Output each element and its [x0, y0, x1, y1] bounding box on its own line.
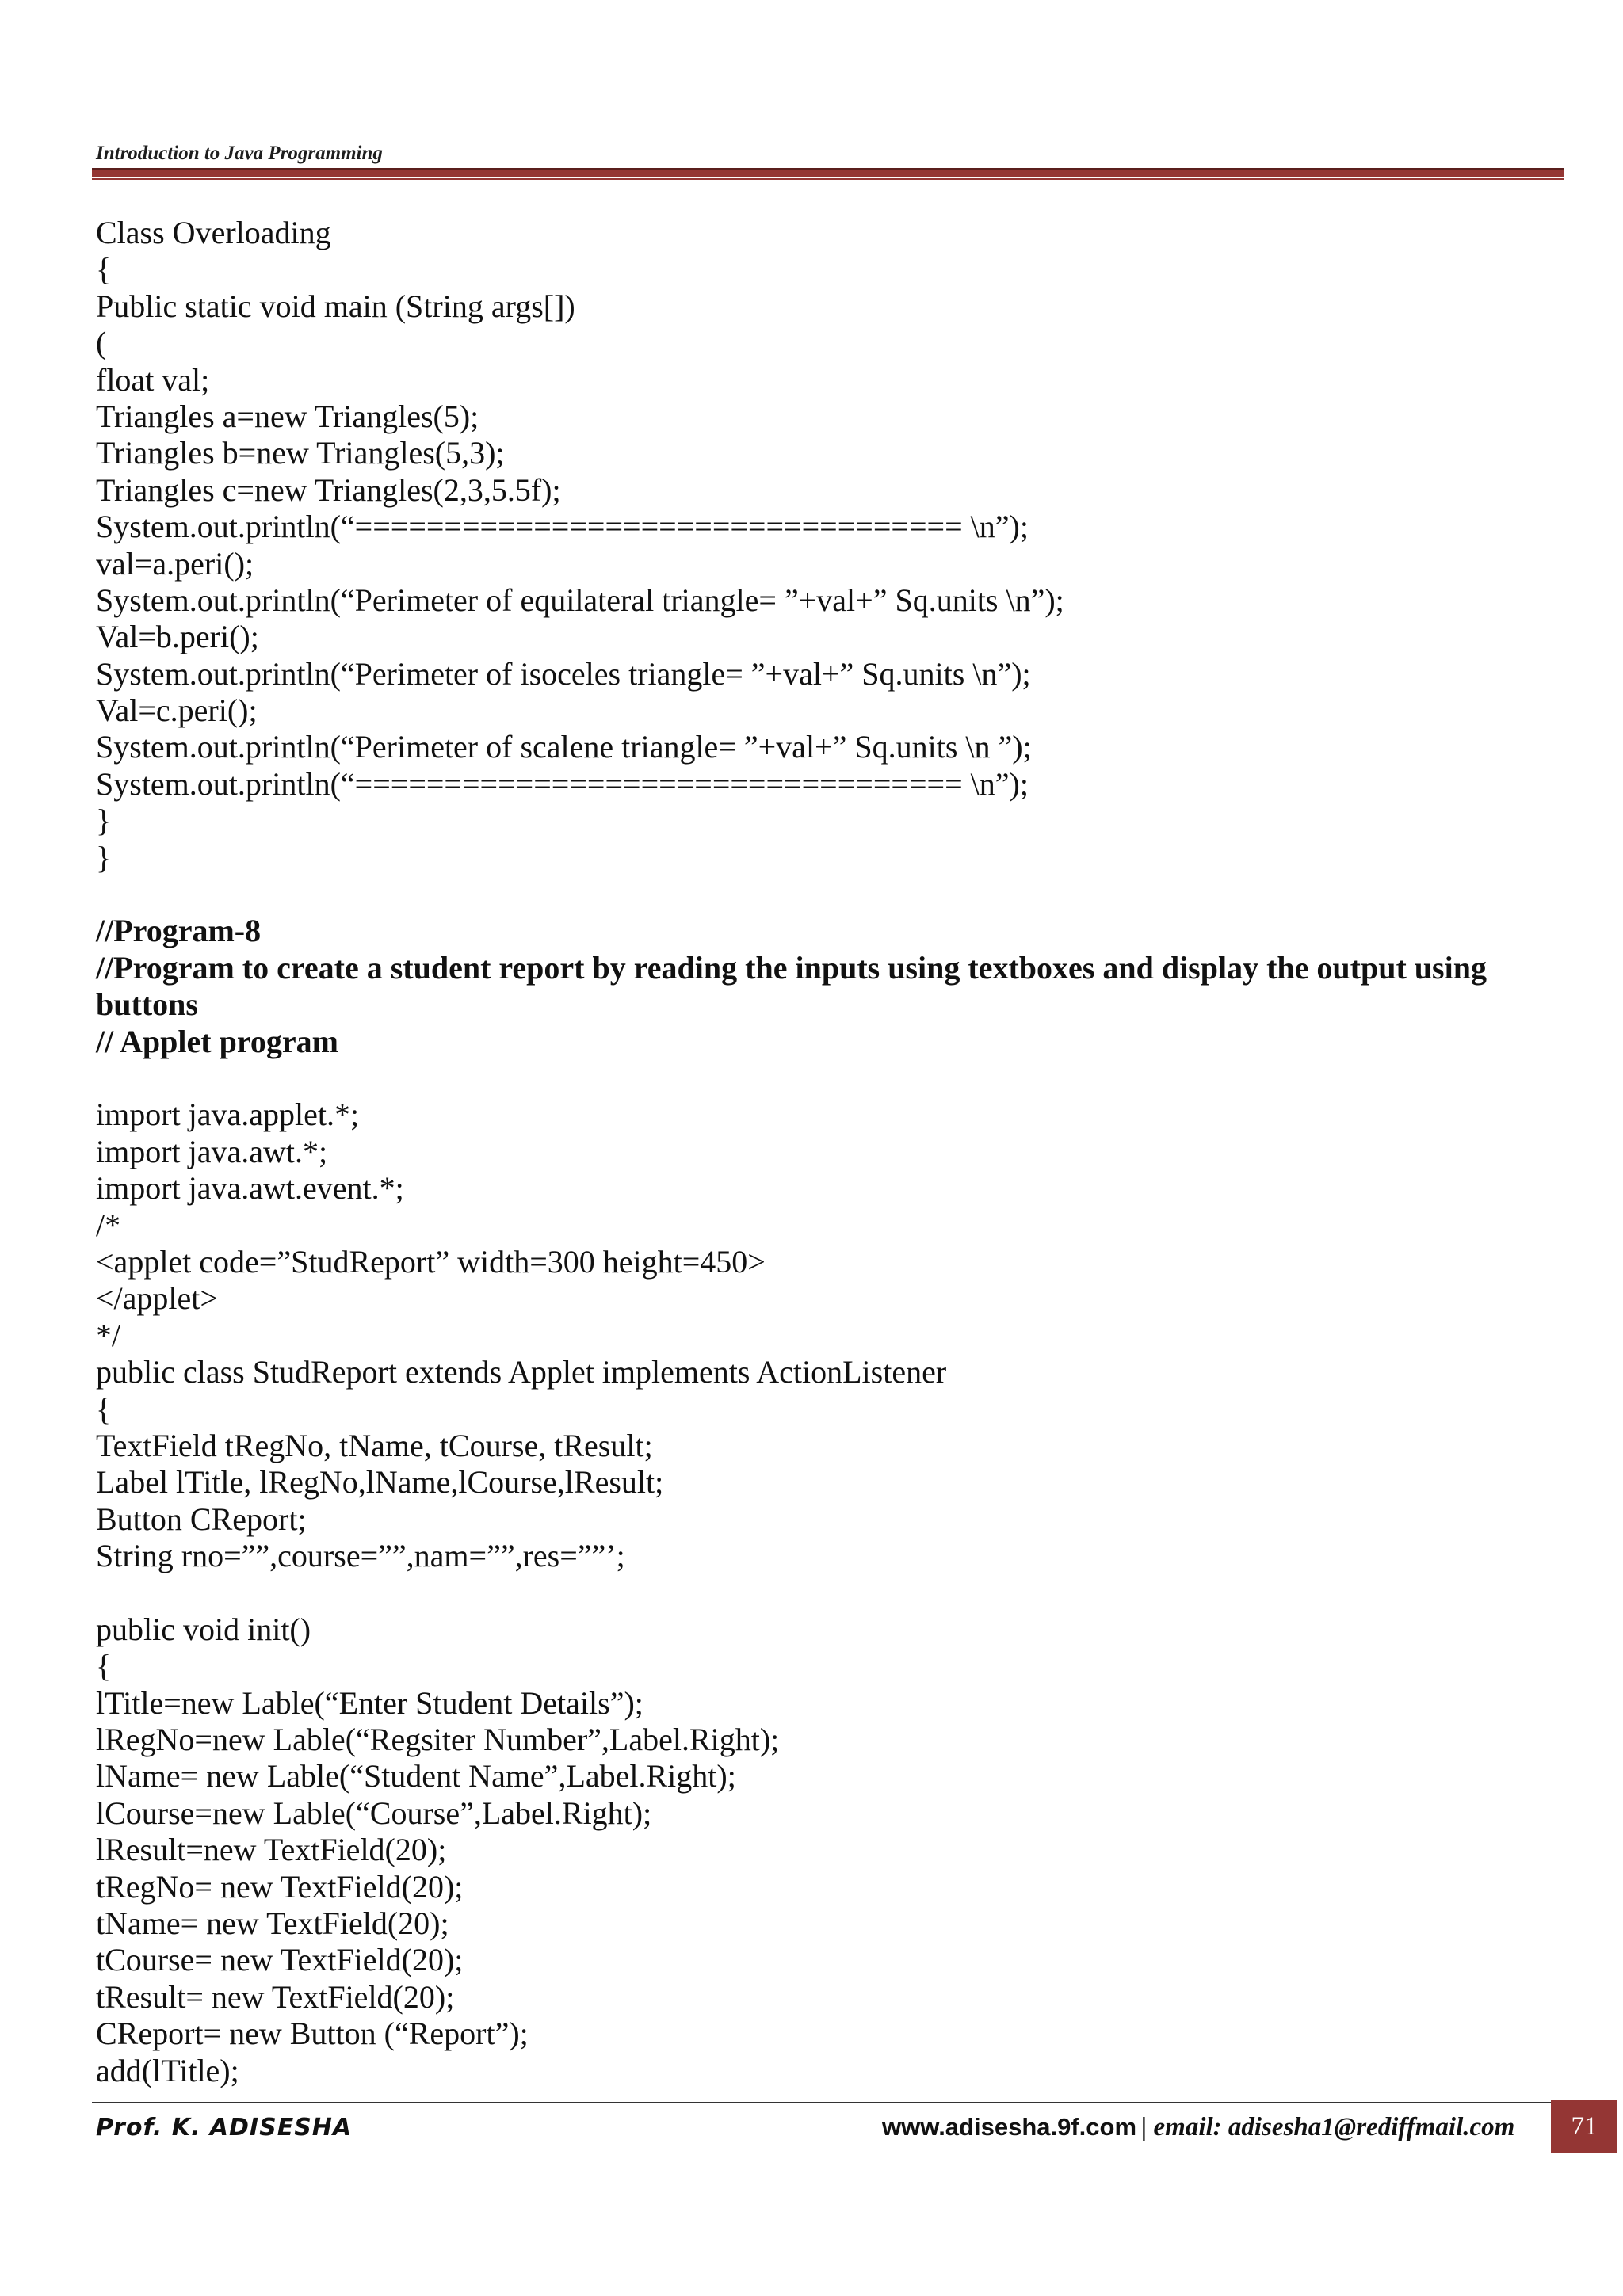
code-line: TextField tRegNo, tName, tCourse, tResult; [96, 1427, 653, 1463]
code-line: tResult= new TextField(20); [96, 1978, 455, 2015]
code-line: } [96, 803, 112, 839]
blank-line [96, 1060, 1554, 1097]
code-line: Triangles b=new Triangles(5,3); [96, 435, 505, 471]
code-line: public void init() [96, 1611, 311, 1647]
comment-line: // Applet program [96, 1023, 338, 1059]
code-line: import java.awt.event.*; [96, 1170, 404, 1207]
code-line: tName= new TextField(20); [96, 1905, 449, 1941]
header-title: Introduction to Java Programming [96, 143, 383, 164]
code-line: System.out.println(“================================== \n”); [96, 509, 1029, 545]
code-line: public class StudReport extends Applet implements ActionListener [96, 1354, 947, 1390]
code-line: import java.awt.*; [96, 1133, 328, 1169]
footer-email[interactable]: | email: adisesha1@rediffmail.com [1141, 2113, 1515, 2142]
header-rule-thin [92, 178, 1564, 180]
code-line: Button CReport; [96, 1501, 307, 1537]
code-line: Label lTitle, lRegNo,lName,lCourse,lResult; [96, 1464, 664, 1501]
comment-line: buttons [96, 986, 198, 1023]
comment-line: //Program to create a student report by reading the inputs using textboxes and display the output using [96, 949, 1487, 986]
code-line: tRegNo= new TextField(20); [96, 1868, 464, 1905]
footer-author: Prof. K. ADISESHA [96, 2114, 353, 2142]
footer-website-link[interactable]: www.adisesha.9f.com [882, 2113, 1137, 2141]
code-line: Class Overloading [96, 215, 331, 250]
code-line: CReport= new Button (“Report”); [96, 2016, 529, 2052]
comment-line: //Program-8 [96, 913, 262, 949]
code-line: tCourse= new TextField(20); [96, 1942, 464, 1978]
page-number: 71 [1551, 2100, 1617, 2153]
code-line: System.out.println(“Perimeter of equilateral triangle= ”+val+” Sq.units \n”); [96, 582, 1064, 618]
code-line: { [96, 251, 112, 288]
code-line: </applet> [96, 1280, 218, 1317]
code-line: System.out.println(“================================== \n”); [96, 765, 1029, 802]
code-line: lName= new Lable(“Student Name”,Label.Right); [96, 1758, 736, 1794]
code-line: String rno=””,course=””,nam=””,res=””’; [96, 1538, 625, 1574]
code-line: val=a.peri(); [96, 545, 254, 582]
code-line: } [96, 839, 112, 875]
code-line: Triangles a=new Triangles(5); [96, 398, 479, 434]
code-line: lResult=new TextField(20); [96, 1832, 447, 1868]
code-line: { [96, 1648, 112, 1684]
code-line: Triangles c=new Triangles(2,3,5.5f); [96, 471, 561, 508]
blank-line [96, 1574, 1554, 1611]
code-line: ( [96, 325, 107, 361]
code-line: lCourse=new Lable(“Course”,Label.Right); [96, 1794, 652, 1831]
code-line: { [96, 1390, 112, 1427]
code-line: System.out.println(“Perimeter of scalene triangle= ”+val+” Sq.units \n ”); [96, 729, 1032, 765]
code-line: float val; [96, 361, 210, 398]
code-line: <applet code=”StudReport” width=300 height=450> [96, 1243, 766, 1280]
code-line: lTitle=new Lable(“Enter Student Details”); [96, 1684, 643, 1721]
code-listing [96, 215, 1554, 2089]
code-line: Public static void main (String args[]) [96, 288, 575, 324]
blank-line [96, 876, 1554, 913]
code-line: add(lTitle); [96, 2052, 239, 2088]
code-line: */ [96, 1317, 121, 1353]
code-line: lRegNo=new Lable(“Regsiter Number”,Label.Right); [96, 1722, 780, 1758]
code-line: Val=c.peri(); [96, 692, 258, 729]
code-line: Val=b.peri(); [96, 619, 259, 655]
code-line: /* [96, 1207, 121, 1243]
header-rule [92, 168, 1564, 177]
footer-rule [92, 2102, 1564, 2103]
code-line: System.out.println(“Perimeter of isoceles triangle= ”+val+” Sq.units \n”); [96, 655, 1031, 692]
code-line: import java.applet.*; [96, 1097, 360, 1133]
